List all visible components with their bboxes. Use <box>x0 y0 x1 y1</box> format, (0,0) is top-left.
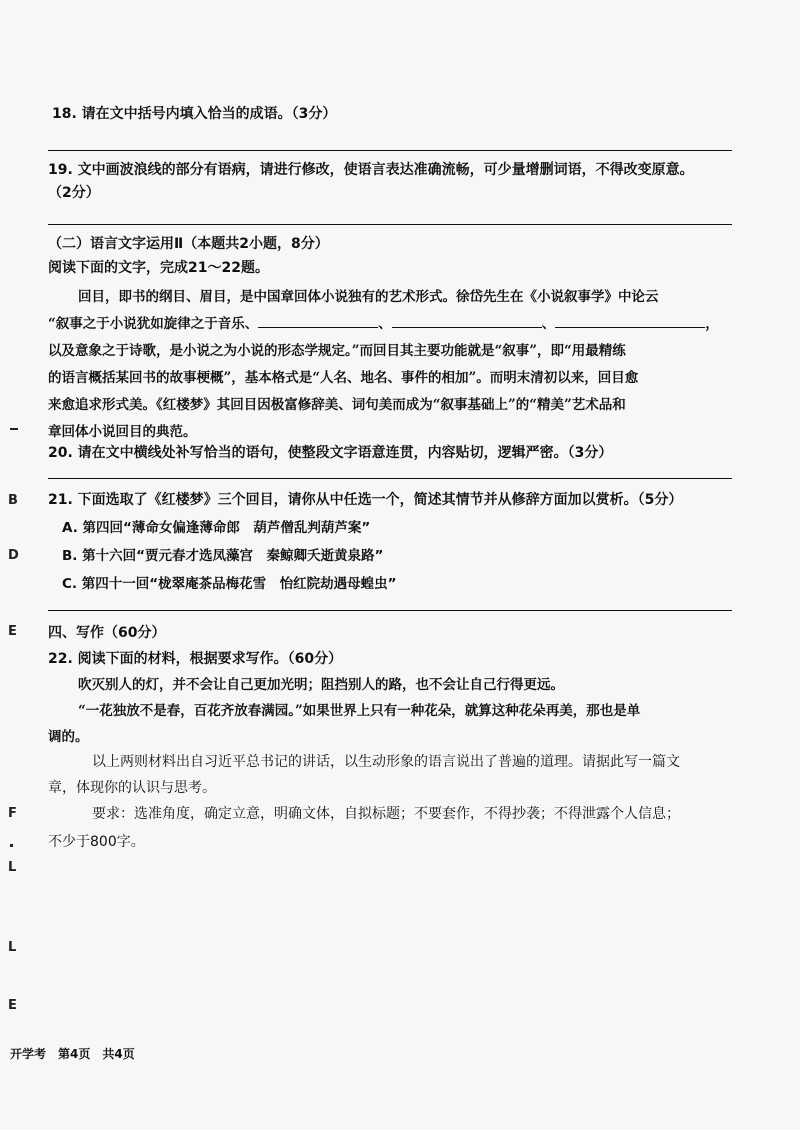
requirement-line2: 不少于800字。 <box>48 834 145 850</box>
question-20: 20. 请在文中横线处补写恰当的语句，使整段文字语意连贯，内容贴切，逻辑严密。（3分） <box>48 445 613 461</box>
margin-mark-1: B <box>8 493 18 508</box>
option-b: B. 第十六回“贾元春才选凤藻宫 秦鲸卿夭逝黄泉路” <box>62 548 384 564</box>
margin-dash <box>10 428 18 430</box>
prompt-line1: 以上两则材料出自习近平总书记的讲话，以生动形象的语言说出了普遍的道理。请据此写一篇文 <box>92 754 680 770</box>
fill-blank-1[interactable] <box>258 313 378 328</box>
question-21: 21. 下面选取了《红楼梦》三个回目，请你从中任选一个，简述其情节并从修辞方面加以赏析。（5分） <box>48 492 683 508</box>
prompt-line2: 章，体现你的认识与思考。 <box>48 780 216 796</box>
question-19-line2: （2分） <box>48 185 100 201</box>
question-19-line1: 19. 文中画波浪线的部分有语病，请进行修改，使语言表达准确流畅，可少量增删词语，不得改变原意。 <box>48 162 694 178</box>
answer-rule-21 <box>48 610 732 611</box>
answer-rule-19 <box>48 224 732 225</box>
blank-separator-1: 、 <box>378 316 392 332</box>
passage-line-2-text: “叙事之于小说犹如旋律之于音乐、 <box>48 316 259 332</box>
passage-line-2 <box>48 311 719 338</box>
section-4-title: 四、写作（60分） <box>48 625 166 641</box>
passage-line-4: 的语言概括某回书的故事梗概”，基本格式是“人名、地名、事件的相加”。而明末清初以来，回目愈 <box>48 370 639 386</box>
margin-mark-6: L <box>8 940 17 955</box>
answer-rule-20 <box>48 478 732 479</box>
margin-mark-3: E <box>8 624 17 639</box>
passage-line-6: 章回体小说回目的典范。 <box>48 424 197 440</box>
margin-mark-2: D <box>8 548 19 563</box>
passage-line-3: 以及意象之于诗歌，是小说之为小说的形态学规定。”而回目其主要功能就是“叙事”，即“用最精练 <box>48 343 626 359</box>
page-footer: 开学考 第4页 共4页 <box>10 1047 135 1061</box>
option-c: C. 第四十一回“栊翠庵茶品梅花雪 怡红院劫遇母蝗虫” <box>62 576 397 592</box>
material-2-line1: “一花独放不是春，百花齐放春满园。”如果世界上只有一种花朵，就算这种花朵再美，那也是单 <box>78 703 641 719</box>
section-2-instruction: 阅读下面的文字，完成21～22题。 <box>48 260 269 276</box>
question-22: 22. 阅读下面的材料，根据要求写作。（60分） <box>48 651 343 667</box>
blank-separator-3: ， <box>705 316 719 332</box>
margin-mark-7: E <box>8 998 17 1013</box>
option-a: A. 第四回“薄命女偏逢薄命郎 葫芦僧乱判葫芦案” <box>62 520 371 536</box>
margin-dot <box>10 844 13 847</box>
requirement-line1: 要求：选准角度，确定立意，明确文体，自拟标题；不要套作，不得抄袭；不得泄露个人信息； <box>92 806 680 822</box>
passage-line-5: 来愈追求形式美。《红楼梦》其回目因极富修辞美、词句美而成为“叙事基础上”的“精美”艺术品和 <box>48 397 626 413</box>
margin-mark-4: F <box>8 806 17 821</box>
blank-separator-2: 、 <box>541 316 556 332</box>
material-1: 吹灭别人的灯，并不会让自己更加光明；阻挡别人的路，也不会让自己行得更远。 <box>78 677 564 693</box>
section-2-title: （二）语言文字运用Ⅱ（本题共2小题，8分） <box>48 236 329 252</box>
answer-rule-18 <box>48 150 732 151</box>
margin-mark-5: L <box>8 860 17 875</box>
passage-line-1: 回目，即书的纲目、眉目，是中国章回体小说独有的艺术形式。徐岱先生在《小说叙事学》中论云 <box>78 289 659 305</box>
fill-blank-2[interactable] <box>392 313 542 328</box>
fill-blank-3[interactable] <box>555 313 705 328</box>
material-2-line2: 调的。 <box>48 729 89 745</box>
question-18: 18. 请在文中括号内填入恰当的成语。（3分） <box>52 106 337 122</box>
